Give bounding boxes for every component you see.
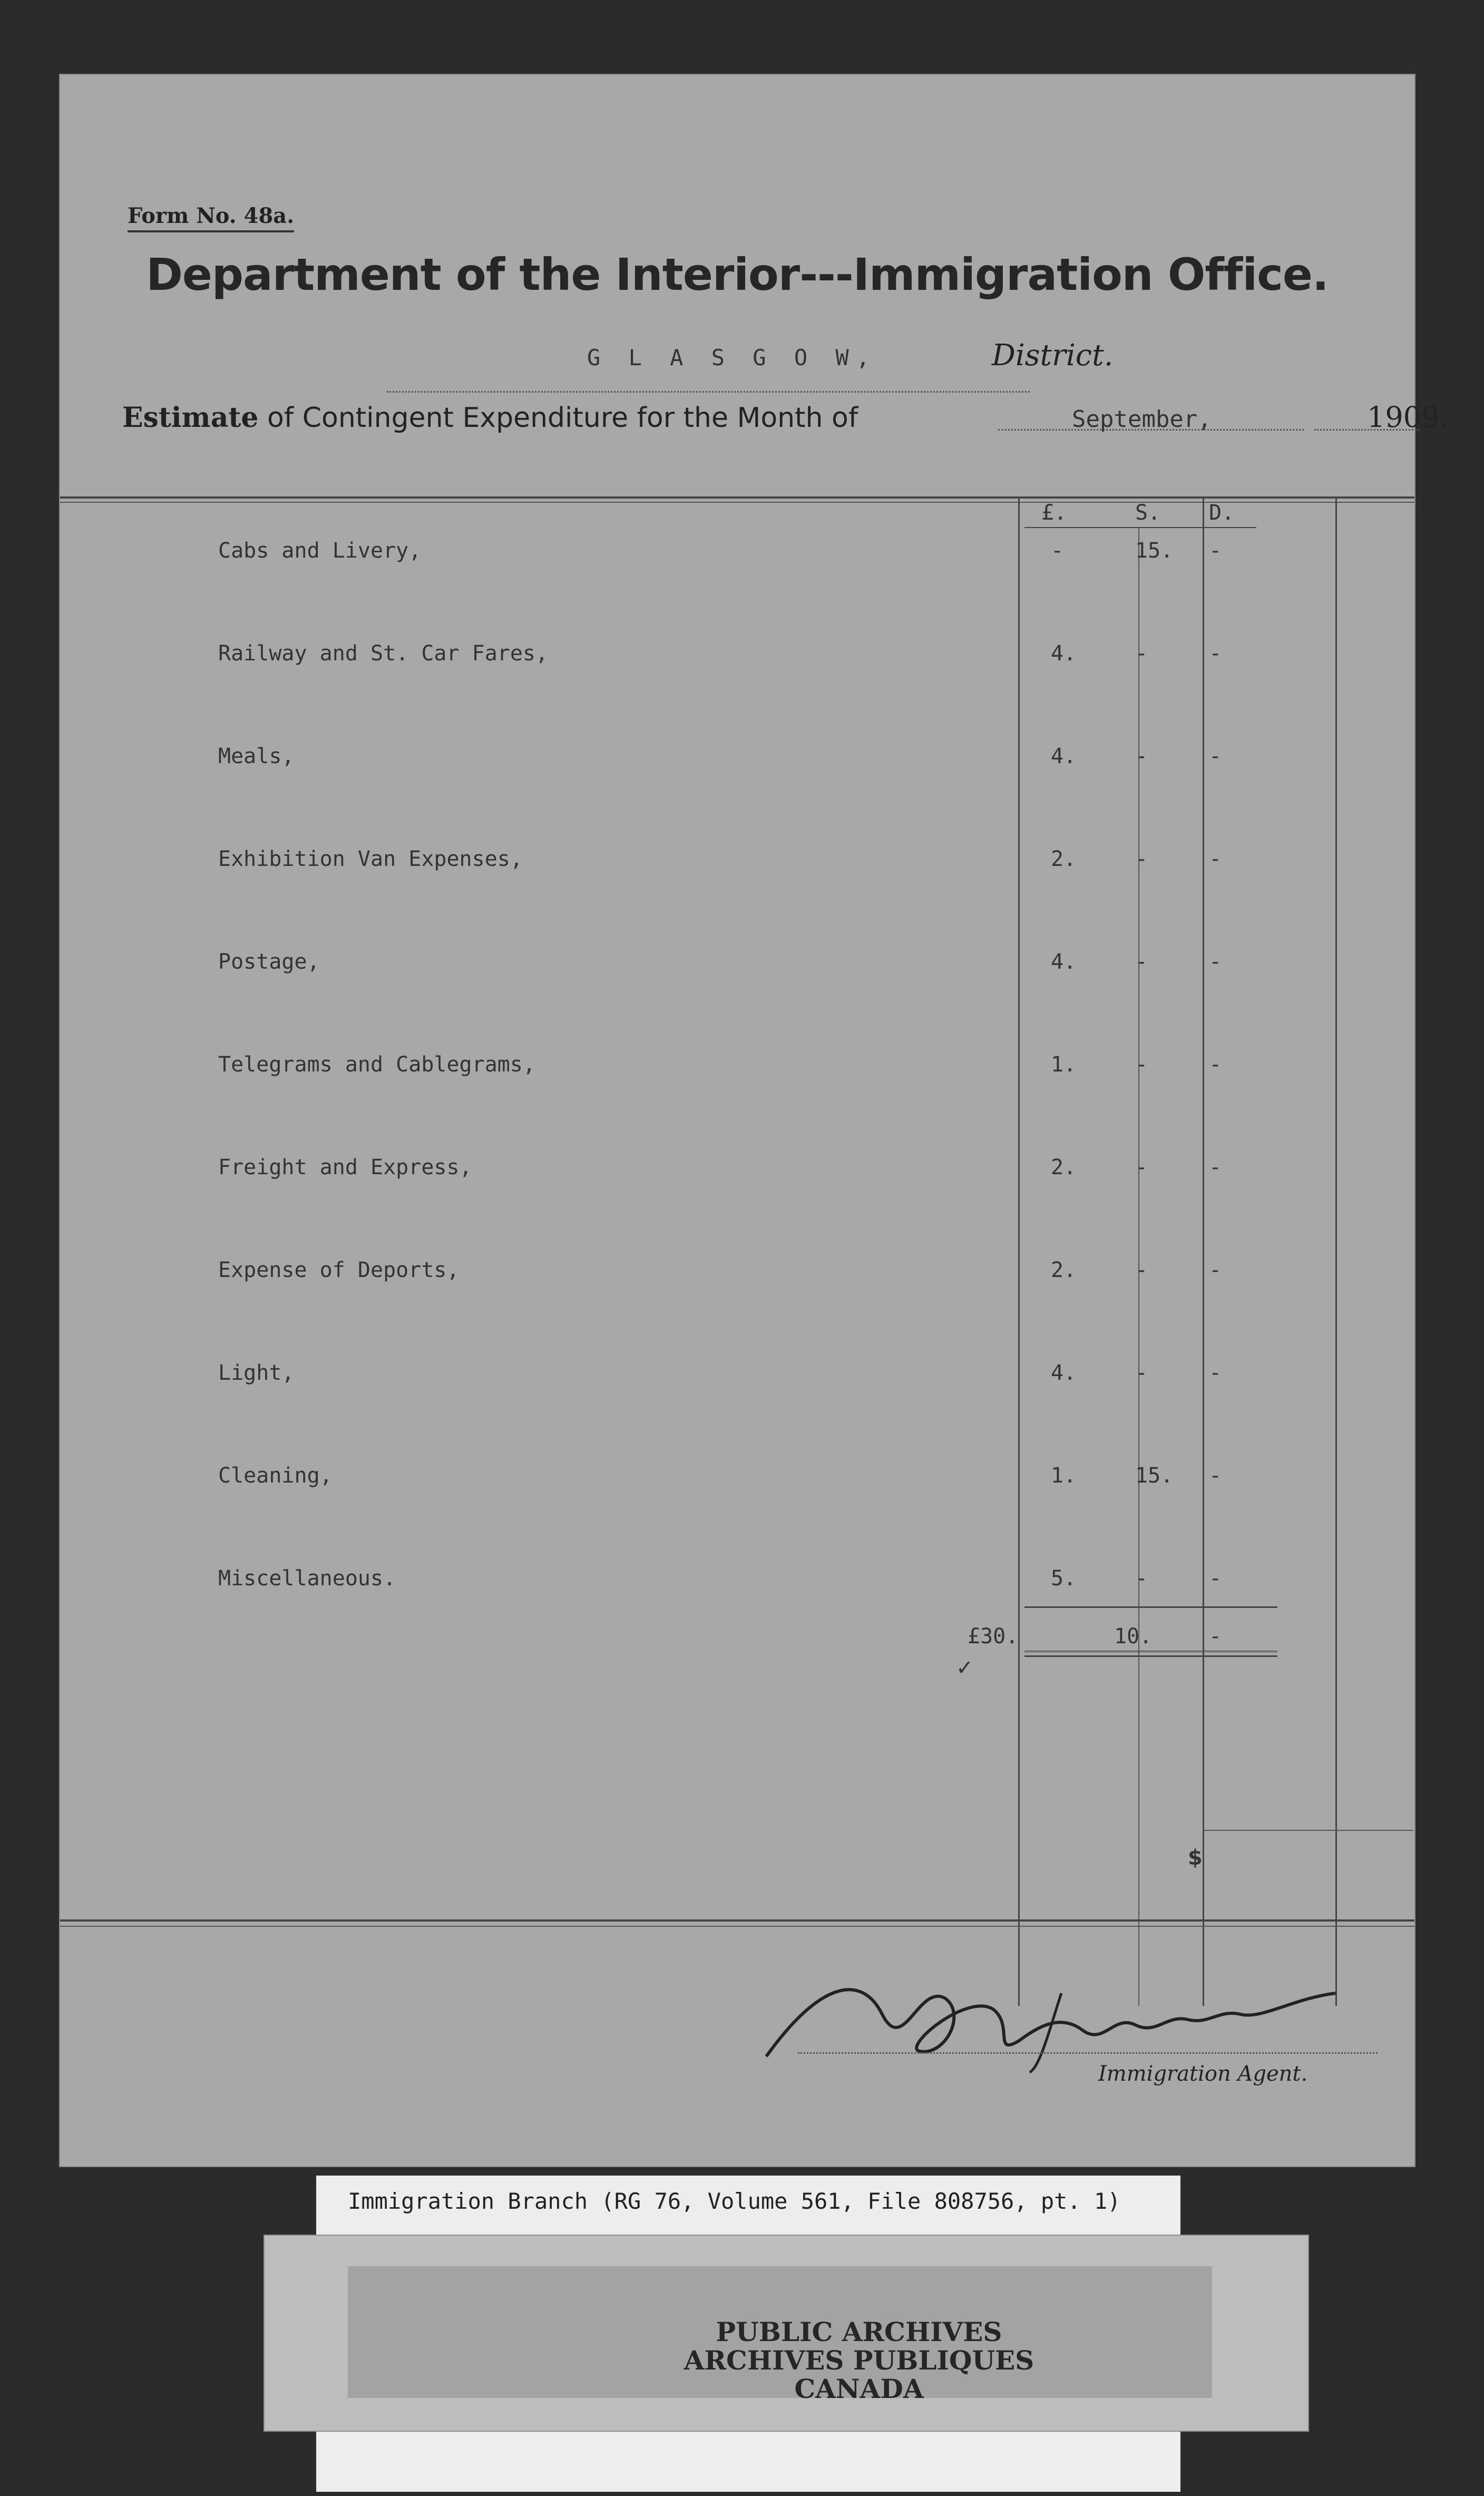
col-divider-pence: [1203, 499, 1204, 2006]
estimate-line: [122, 402, 858, 434]
expense-shillings: -: [1135, 1052, 1148, 1077]
expense-pounds: 2.: [1051, 1155, 1077, 1179]
expense-shillings: -: [1135, 847, 1148, 871]
col-divider-right: [1335, 499, 1337, 2006]
expense-pounds: 4.: [1051, 641, 1077, 666]
expense-pounds: 5.: [1051, 1566, 1077, 1591]
district-city: G L A S G O W,: [587, 345, 877, 370]
signature: [745, 1951, 1378, 2078]
expense-pounds: 4.: [1051, 950, 1077, 974]
expense-pounds: 4.: [1051, 744, 1077, 768]
expense-shillings: -: [1135, 1155, 1148, 1179]
expense-item-label: Cabs and Livery,: [218, 539, 422, 563]
expense-pounds: -: [1051, 539, 1064, 563]
estimate-year: 1909.: [1367, 401, 1449, 434]
col-divider-pounds: [1018, 499, 1020, 2006]
col-head-pounds: £.: [1041, 501, 1067, 525]
expense-item-label: Exhibition Van Expenses,: [218, 847, 523, 871]
subtotal-rule: [1024, 1606, 1277, 1608]
expense-shillings: -: [1135, 744, 1148, 768]
expense-item-label: Postage,: [218, 950, 320, 974]
signature-line: [798, 2052, 1378, 2054]
expense-shillings: -: [1135, 1258, 1148, 1282]
estimate-month: September,: [1072, 406, 1212, 433]
expense-pence: -: [1209, 1566, 1222, 1591]
expense-item-label: Cleaning,: [218, 1464, 333, 1488]
col-head-shillings: S.: [1135, 501, 1161, 525]
dollar-box-rule: [1203, 1830, 1413, 1831]
table-top-rule: [60, 496, 1414, 499]
expense-pounds: 2.: [1051, 847, 1077, 871]
dollar-sign: $: [1188, 1846, 1203, 1870]
expense-pence: -: [1209, 1361, 1222, 1385]
expense-pence: -: [1209, 847, 1222, 871]
expense-item-label: Telegrams and Cablegrams,: [218, 1052, 536, 1077]
expense-pence: -: [1209, 1052, 1222, 1077]
col-head-underline: [1024, 527, 1256, 528]
expense-item-label: Freight and Express,: [218, 1155, 472, 1179]
expense-item-label: Railway and St. Car Fares,: [218, 641, 549, 666]
expense-pence: -: [1209, 1258, 1222, 1282]
expense-shillings: -: [1135, 1566, 1148, 1591]
expense-shillings: -: [1135, 950, 1148, 974]
expense-shillings: 15.: [1135, 1464, 1174, 1488]
archive-stamp-line: ARCHIVES PUBLIQUES: [684, 2345, 1034, 2376]
total-shillings: 10.: [1114, 1624, 1153, 1649]
expense-item-label: Miscellaneous.: [218, 1566, 396, 1591]
expense-item-label: Meals,: [218, 744, 295, 768]
expense-pounds: 1.: [1051, 1052, 1077, 1077]
expense-item-label: Expense of Deports,: [218, 1258, 460, 1282]
estimate-text: of Contingent Expenditure for the Month of: [267, 402, 858, 434]
expense-pence: -: [1209, 950, 1222, 974]
expense-shillings: -: [1135, 641, 1148, 666]
table-bottom-rule-thin: [60, 1926, 1414, 1927]
total-pounds: £30.: [968, 1624, 1019, 1649]
archive-stamp-line: PUBLIC ARCHIVES: [716, 2316, 1002, 2347]
expense-pounds: 1.: [1051, 1464, 1077, 1488]
expense-shillings: 15.: [1135, 539, 1174, 563]
expense-pounds: 4.: [1051, 1361, 1077, 1385]
col-head-pence: D.: [1209, 501, 1235, 525]
table-bottom-rule: [60, 1919, 1414, 1922]
expense-pence: -: [1209, 539, 1222, 563]
estimate-word: Estimate: [122, 402, 259, 434]
expense-pence: -: [1209, 1464, 1222, 1488]
department-title: Department of the Interior---Immigration Office.: [146, 249, 1329, 300]
archive-stamp-line: CANADA: [794, 2373, 924, 2404]
check-mark: ✓: [956, 1656, 974, 1680]
signature-title: Immigration Agent.: [1098, 2062, 1308, 2086]
total-pence: -: [1209, 1624, 1222, 1649]
form-sheet: [59, 74, 1449, 2167]
total-double-rule: [1024, 1651, 1277, 1657]
archive-stamp: [632, 2318, 1086, 2403]
expense-pence: -: [1209, 744, 1222, 768]
archive-label: Immigration Branch (RG 76, Volume 561, File 808756, pt. 1): [348, 2188, 1121, 2214]
form-number: Form No. 48a.: [128, 203, 294, 232]
expense-pence: -: [1209, 641, 1222, 666]
expense-pence: -: [1209, 1155, 1222, 1179]
expense-pounds: 2.: [1051, 1258, 1077, 1282]
district-label: District.: [992, 338, 1114, 373]
expense-shillings: -: [1135, 1361, 1148, 1385]
expense-item-label: Light,: [218, 1361, 295, 1385]
